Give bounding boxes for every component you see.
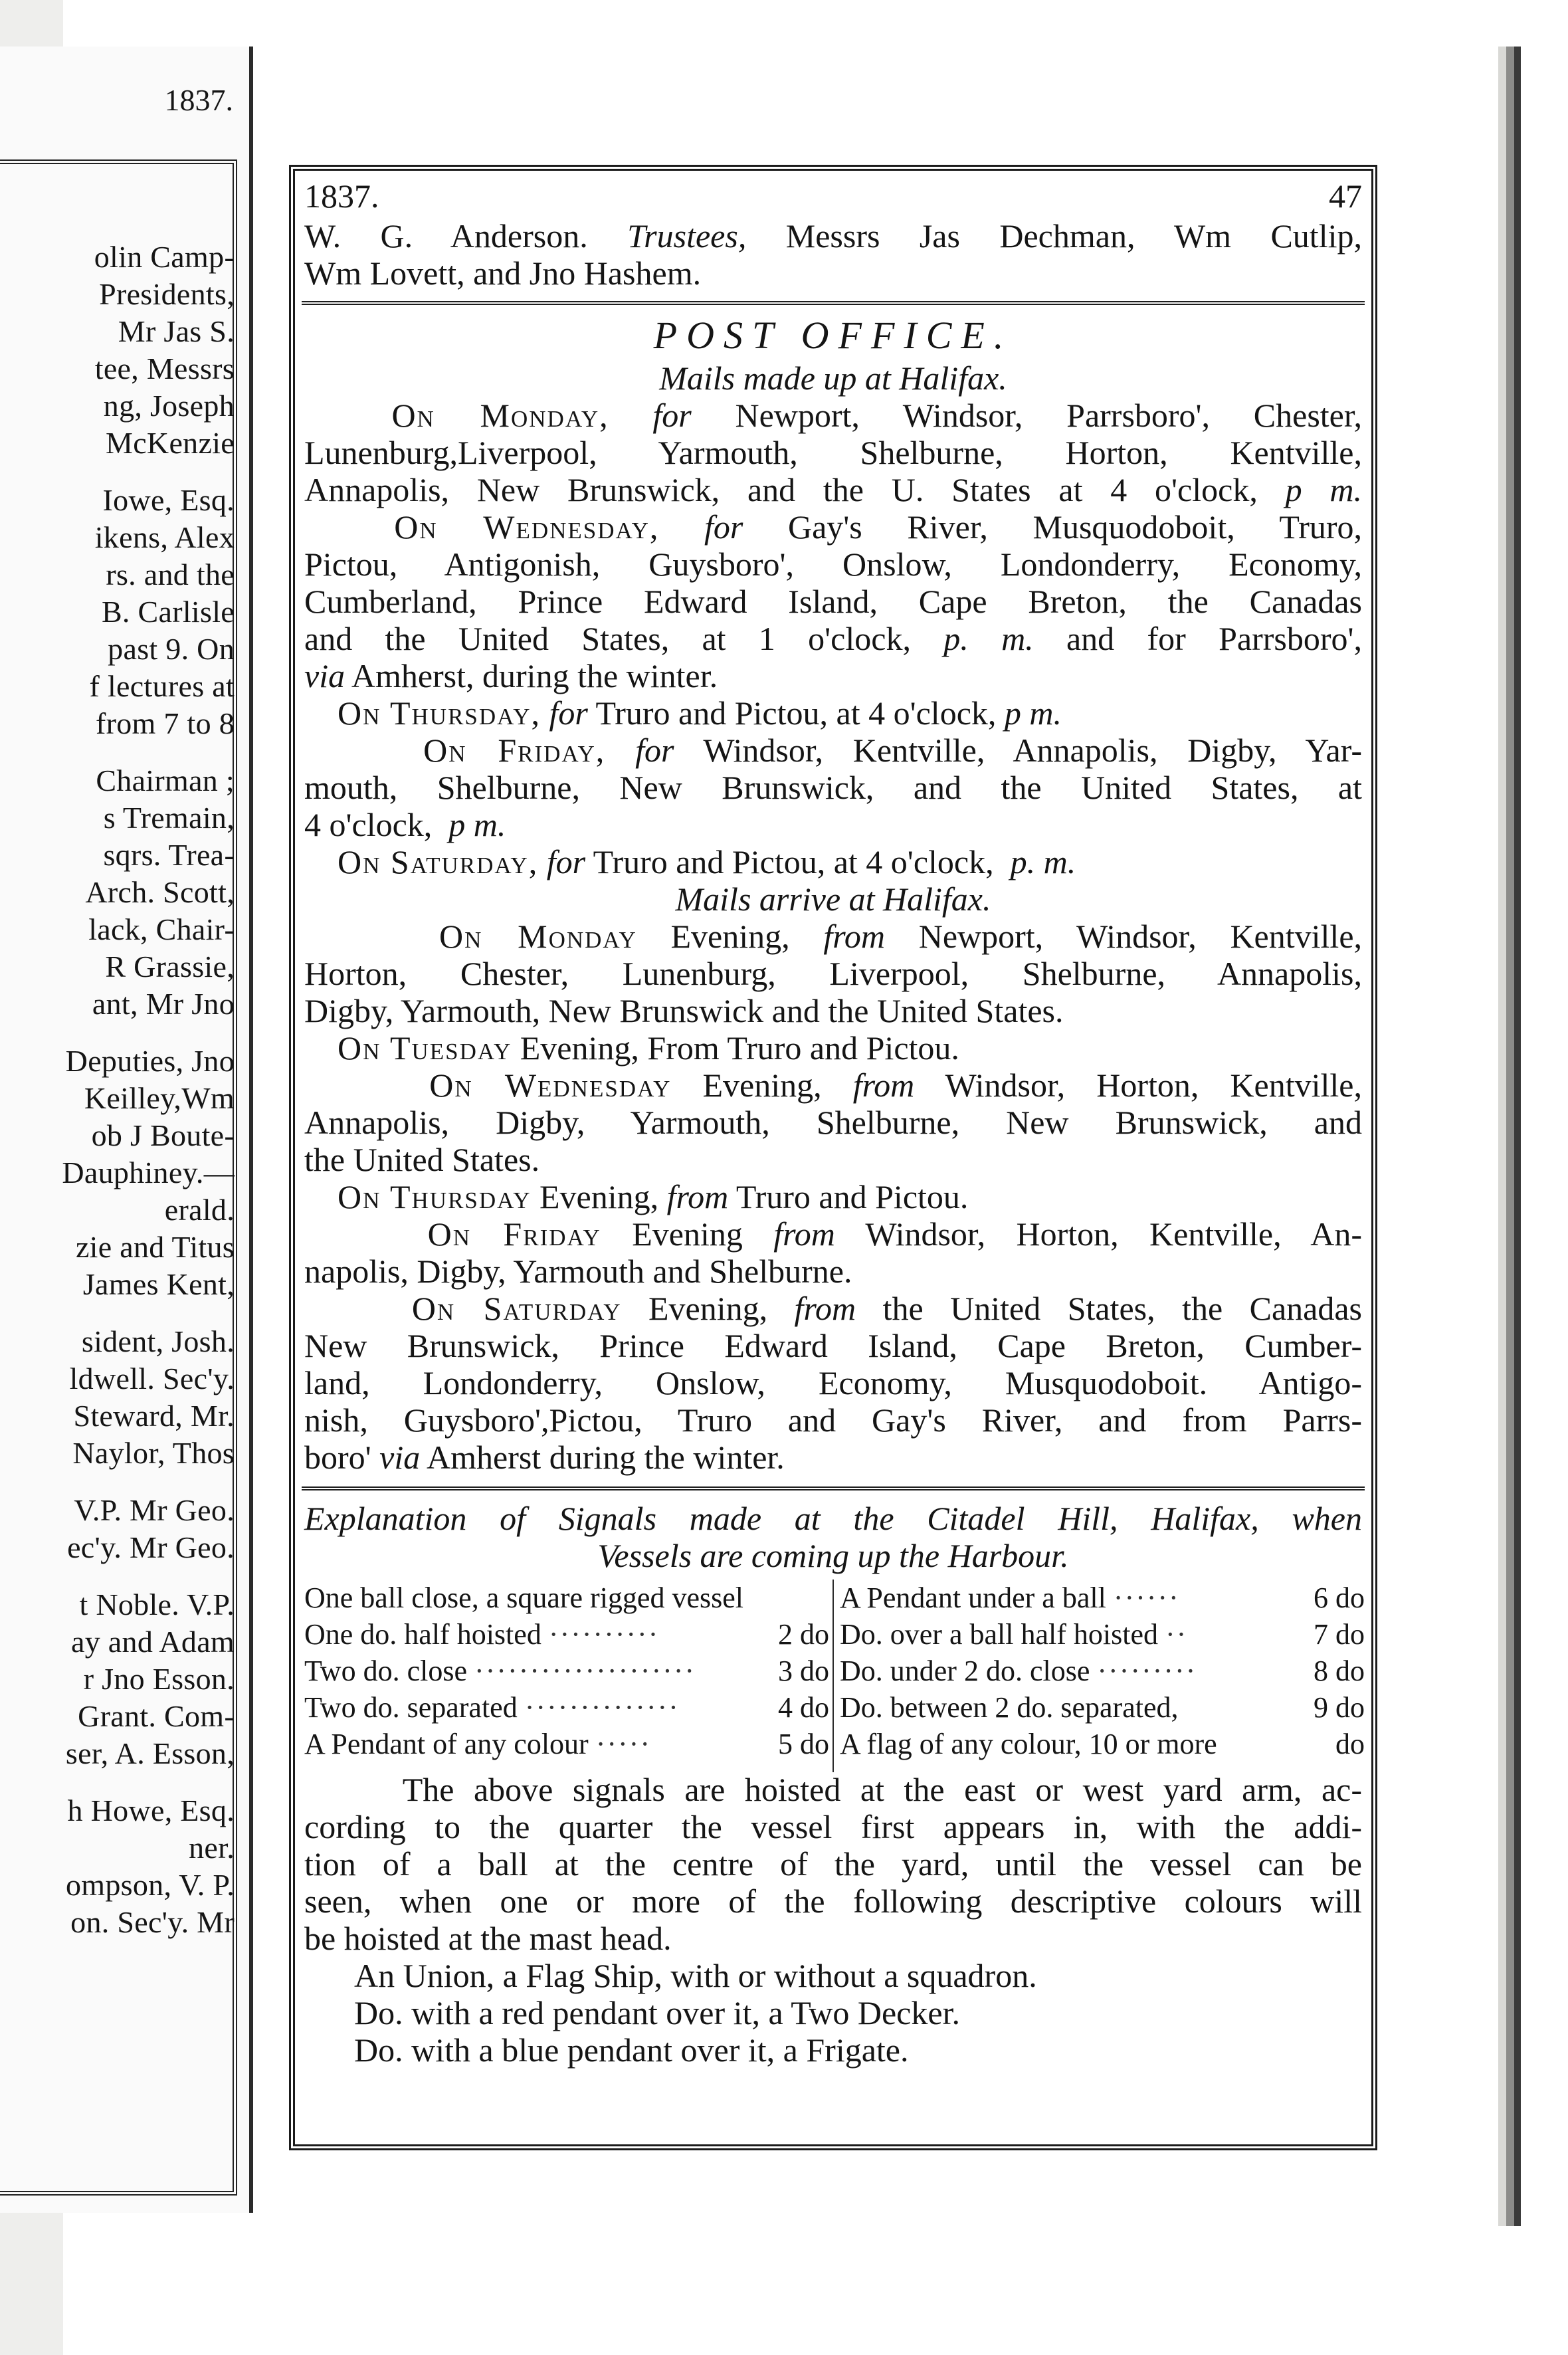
left-page-line: Grant. Com- <box>78 1699 235 1733</box>
left-page-line: Chairman ; <box>96 764 235 797</box>
signals-column-right <box>840 1580 1365 1762</box>
po-line: Annapolis, New Brunswick, and the U. States at 4 o'clock, p m. <box>304 471 1362 508</box>
left-page-line: Naylor, Thos <box>72 1436 235 1470</box>
po-line: land, Londonderry, Onslow, Economy, Musquodoboit. Antigo- <box>304 1364 1362 1401</box>
po-line: Digby, Yarmouth, New Brunswick and the United States. <box>304 992 1064 1029</box>
po-line: On Saturday, for Truro and Pictou, at 4 o'clock, p. m. <box>338 843 1076 880</box>
left-page-line: ob J Boute- <box>91 1118 235 1152</box>
left-page-line: B. Carlisle <box>101 595 235 629</box>
po-line: On Thursday, for Truro and Pictou, at 4 o'clock, p m. <box>338 694 1062 732</box>
running-header <box>304 177 1362 215</box>
left-page-line: past 9. On <box>108 632 235 666</box>
po-line: mouth, Shelburne, New Brunswick, and the United States, at <box>304 769 1362 806</box>
signal-row: Do. between 2 do. separated, 9 do <box>840 1691 1365 1724</box>
signal-row: Do. over a ball half hoisted ·· 7 do <box>840 1618 1365 1651</box>
po-line: New Brunswick, Prince Edward Island, Cape Breton, Cumber- <box>304 1327 1362 1364</box>
po-line: boro' via Amherst during the winter. <box>304 1439 785 1476</box>
po-line: On Wednesday, for Gay's River, Musquodoboit, Truro, <box>394 508 1363 546</box>
signals-title-2: Vessels are coming up the Harbour. <box>597 1537 1069 1574</box>
left-page-line: ser, A. Esson, <box>65 1736 235 1770</box>
left-page-line: ner. <box>189 1831 235 1865</box>
left-page-line: ay and Adam <box>70 1625 235 1659</box>
po-line: the United States. <box>304 1141 540 1178</box>
left-page-line: Presidents, <box>99 277 235 311</box>
left-page-line: sqrs. Trea- <box>103 838 235 872</box>
left-page-line: Arch. Scott, <box>85 875 235 909</box>
page-frame <box>289 165 1377 2150</box>
left-page-line: tee, Messrs <box>94 352 235 385</box>
po-line: napolis, Digby, Yarmouth and Shelburne. <box>304 1253 852 1290</box>
signals-text: be hoisted at the mast head. <box>304 1920 672 1957</box>
left-page-line: James Kent, <box>82 1267 235 1301</box>
left-page-line: Iowe, Esq. <box>102 483 235 517</box>
po-line: On Thursday Evening, from Truro and Pictou. <box>338 1178 969 1215</box>
left-page-line: t Noble. V.P. <box>79 1587 235 1621</box>
signals-text: The above signals are hoisted at the east or west yard arm, ac- <box>304 1771 1362 1808</box>
signals-text: tion of a ball at the centre of the yard, until the vessel can be <box>304 1845 1362 1883</box>
left-page-line: ompson, V. P. <box>65 1868 235 1902</box>
left-page-line: ldwell. Sec'y. <box>69 1362 235 1395</box>
po-line: On Friday, for Windsor, Kentville, Annapolis, Digby, Yar- <box>423 732 1363 769</box>
signals-text: Do. with a blue pendant over it, a Frigate. <box>304 2031 909 2069</box>
po-line: and the United States, at 1 o'clock, p. m. and for Parrsboro', <box>304 620 1362 657</box>
signals-column-divider <box>833 1580 834 1772</box>
page-number: 47 <box>1329 177 1362 215</box>
po-line: On Saturday Evening, from the United States, the Canadas <box>411 1290 1363 1327</box>
left-page-line: olin Camp- <box>94 240 235 274</box>
signals-text: cording to the quarter the vessel first appears in, with the addi- <box>304 1808 1362 1845</box>
po-line: Annapolis, Digby, Yarmouth, Shelburne, New Brunswick, and <box>304 1104 1362 1141</box>
left-page-line: ikens, Alex <box>94 520 235 554</box>
left-page-line: s Tremain, <box>103 801 235 835</box>
page-year: 1837. <box>304 177 379 215</box>
left-page-line: V.P. Mr Geo. <box>74 1493 235 1527</box>
signal-row: A Pendant under a ball ······ 6 do <box>840 1582 1365 1614</box>
left-page-line: ec'y. Mr Geo. <box>67 1530 235 1564</box>
left-page-line: rs. and the <box>106 558 235 591</box>
left-page-year: 1837. <box>164 83 233 117</box>
left-page-line: R Grassie, <box>105 950 235 983</box>
left-page-line: r Jno Esson. <box>83 1662 235 1696</box>
left-page-line: Dauphiney.— <box>62 1156 235 1189</box>
left-page-line: McKenzie <box>106 426 235 460</box>
signal-row: Two do. separated ·············· 4 do <box>304 1691 829 1724</box>
left-page-line: erald. <box>164 1193 235 1227</box>
left-page-line: on. Sec'y. Mr <box>70 1905 235 1939</box>
intro-line-1: W. G. Anderson. Trustees, Messrs Jas Dechman, Wm Cutlip, <box>304 217 1362 255</box>
po-line: Pictou, Antigonish, Guysboro', Onslow, Londonderry, Economy, <box>304 546 1362 583</box>
left-page-line: Keilley,Wm <box>84 1081 235 1115</box>
po-line: On Tuesday Evening, From Truro and Pictou. <box>338 1029 959 1067</box>
signals-table <box>304 1580 1365 1772</box>
signals-text: seen, when one or more of the following descriptive colours will <box>304 1883 1362 1920</box>
po-line: On Wednesday Evening, from Windsor, Horton, Kentville, <box>429 1067 1362 1104</box>
signals-text: An Union, a Flag Ship, with or without a squadron. <box>304 1957 1037 1994</box>
po-line: On Monday Evening, from Newport, Windsor, Kentville, <box>439 918 1363 955</box>
mails-in-heading: Mails arrive at Halifax. <box>675 880 991 918</box>
signal-row: One do. half hoisted ·········· 2 do <box>304 1618 829 1651</box>
mails-out-heading: Mails made up at Halifax. <box>659 359 1007 397</box>
po-line: nish, Guysboro',Pictou, Truro and Gay's River, and from Parrs- <box>304 1401 1362 1439</box>
signals-text: Do. with a red pendant over it, a Two Decker. <box>304 1994 960 2031</box>
signal-row: A flag of any colour, 10 or more do <box>840 1728 1365 1760</box>
left-page-line: ng, Joseph <box>103 389 235 423</box>
left-page-line: sident, Josh. <box>81 1324 235 1358</box>
signal-row: Two do. close ···················· 3 do <box>304 1655 829 1687</box>
po-line: Horton, Chester, Lunenburg, Liverpool, Shelburne, Annapolis, <box>304 955 1362 992</box>
divider-2 <box>302 1486 1365 1490</box>
signals-title-1: Explanation of Signals made at the Citadel Hill, Halifax, when <box>304 1500 1362 1537</box>
left-page <box>0 47 253 2213</box>
left-page-line: f lectures at <box>89 669 235 703</box>
po-line: via Amherst, during the winter. <box>304 657 718 694</box>
post-office-title: POST OFFICE. <box>653 314 1013 357</box>
left-page-line: Deputies, Jno <box>65 1044 235 1078</box>
left-page-line: zie and Titus <box>75 1230 235 1264</box>
signal-row: One ball close, a square rigged vessel <box>304 1582 743 1614</box>
signal-row: A Pendant of any colour ····· 5 do <box>304 1728 829 1760</box>
right-page <box>256 47 1498 2226</box>
po-line: Lunenburg,Liverpool, Yarmouth, Shelburne, Horton, Kentville, <box>304 434 1362 471</box>
po-line: On Friday Evening from Windsor, Horton, Kentville, An- <box>427 1215 1362 1253</box>
intro-line-2: Wm Lovett, and Jno Hashem. <box>304 255 702 292</box>
signals-column-left <box>304 1580 829 1762</box>
left-page-line: ant, Mr Jno <box>92 987 235 1021</box>
left-page-line: lack, Chair- <box>88 912 235 946</box>
left-page-line: Mr Jas S. <box>118 314 235 348</box>
po-line: 4 o'clock, p m. <box>304 806 506 843</box>
left-page-line: h Howe, Esq. <box>67 1793 235 1827</box>
left-page-line: Steward, Mr. <box>73 1399 235 1433</box>
po-line: Cumberland, Prince Edward Island, Cape Breton, the Canadas <box>304 583 1362 620</box>
po-line: On Monday, for Newport, Windsor, Parrsboro', Chester, <box>391 397 1363 434</box>
signal-row: Do. under 2 do. close ········· 8 do <box>840 1655 1365 1687</box>
divider-1 <box>302 301 1365 305</box>
left-page-line: from 7 to 8 <box>96 706 235 740</box>
